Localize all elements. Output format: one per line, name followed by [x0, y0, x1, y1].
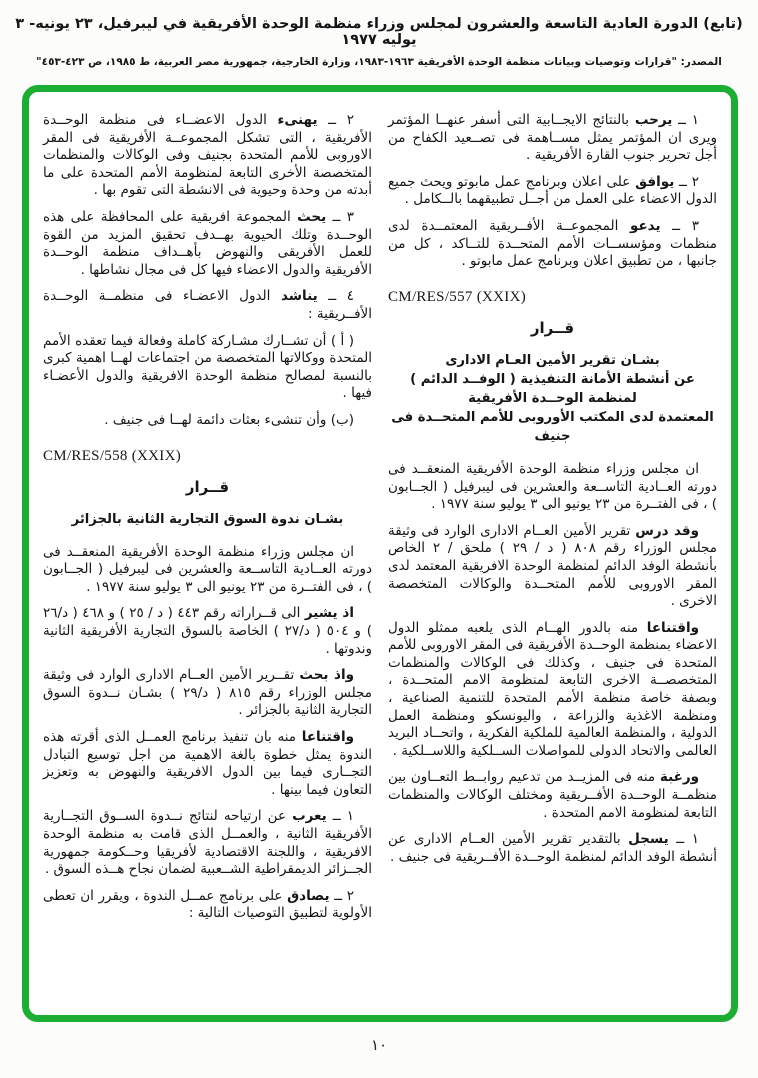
title-line-1: بشـان ندوة السوق التجارية الثانية بالجزائر: [71, 511, 344, 527]
two-column-layout: [43, 112, 717, 1015]
page-number: ١٠: [370, 1036, 388, 1054]
clause-text: وأن تنشىء بعثات دائمة لهــا فى جنيف .: [104, 411, 327, 428]
resolution-code-557: CM/RES/557 (XXIX): [388, 288, 527, 305]
clause-text: منه فى المزيــد من تدعيم روابــط التعــاون بين منظمــة الوحــدة الأفــريقية ومختلف الوكالات والمنظمات التابعة لمنظومة الامم المتحدة .: [388, 769, 717, 821]
subclause-a: [43, 333, 372, 403]
clause-text: بالنتائج الايجــابية التى أسفر عنهــا المؤتمر ويرى ان المؤتمر يمثل مســاهمة فى تصــعيد الكفاح من أجل تحرير جنوب القارة الأفريقية .: [388, 112, 717, 164]
clause-number: ٣ ــ: [660, 217, 699, 234]
resolution-title-557: [388, 351, 717, 446]
clause-number: ١ ــ: [672, 112, 699, 128]
decision-heading-558: قــرار: [185, 478, 230, 497]
preamble-studied: [388, 523, 717, 611]
column-right: [388, 112, 717, 1015]
clause-keyword: يصادق: [287, 887, 330, 904]
clause-keyword: يعرب: [292, 808, 327, 825]
clause-text: بالتقدير تقرير الأمين العــام الادارى عن أنشطة الوفد الدائم لمنظمة الوحــدة الأفــريقية فى جنيف .: [388, 831, 717, 865]
clause-keyword: واقتناعا: [301, 729, 354, 746]
clause-endorses: [43, 888, 372, 923]
subclause-b: [43, 412, 372, 430]
clause-text: المجموعة افريقية على المحافظة على هذه الوحــدة وتلك الحيوية بهــدف تحقيق المزيد من القوة للعمل الأفريقى والنهوض بأهــداف منظمة الوحــدة الأفريقية والدول الاعضاء فيها كل فى مجال نشاطها .: [43, 208, 372, 278]
title-line-4: المعتمدة لدى المكتب الأوروبى للأمم المتحــدة فى جنيف: [391, 409, 714, 444]
clause-text: الدول الاعضـاء فى منظمــة الوحــدة الأفــريقية :: [43, 288, 372, 322]
preamble-council: [388, 461, 717, 514]
clause-number: ٢ ــ: [317, 112, 354, 128]
source-citation: المصدر: "قرارات وتوصيات وبيانات منظمة الوحدة الأفريقية ١٩٦٣-١٩٨٣، وزارة الخارجية، جمهورية مصر العربية، ط ١٩٨٥، ص ٤٢٣-٤٥٣": [36, 56, 722, 68]
resolution-code-558: CM/RES/558 (XXIX): [43, 447, 182, 464]
clause-keyword: يوافق: [635, 173, 675, 190]
page-header: [8, 16, 750, 68]
clause-keyword: يرحب: [634, 112, 673, 128]
clause-keyword: يهنىء: [277, 112, 318, 128]
clause-keyword: ورغبة: [659, 769, 699, 786]
title-line-2: عن أنشطة الأمانة التنفيذية ( الوفــد الدائم ): [410, 371, 695, 387]
clause-invites: [388, 218, 717, 271]
clause-welcomes: [388, 112, 717, 165]
clause-text: الى قــراراته رقم ٤٤٣ ( د / ٢٥ ) و ٤٦٨ ( د/٢٦ ) و ٥٠٤ ( د/٢٧ ) الخاصة بالسوق التجارية الأفريقية الثانية وندوتها .: [43, 605, 372, 657]
clause-text: منه بان تنفيذ برنامج العمــل الذى أقرته هذه الندوة يمثل خطوة بالغة الاهمية من اجل توسيع التبادل التجــارى فيما بين الدول الافريقية والنهوض به وتعزيز التعاون فيما بينها .: [43, 729, 372, 798]
clause-number: (ب): [326, 411, 354, 428]
preamble-convinced: [43, 729, 372, 799]
clause-number: ( أ ): [326, 332, 354, 349]
clause-number: ٤ ــ: [317, 288, 355, 305]
clause-approves: [388, 174, 717, 209]
clause-expresses-satisfaction: [43, 808, 372, 878]
clause-keyword: يدعو: [629, 217, 661, 234]
clause-text: عن ارتياحه لنتائج نــدوة الســوق التجــارية الأفريقية الثانية ، والعمــل الذى قامت به منظمة الوحدة الافريقية ، واللجنة الاقتصادية لأفريقيا وحــكومة جمهورية الجــزائر الديمقراطية الشــعبية لضمان نجاح هــذه السوق .: [43, 808, 372, 878]
column-left: [43, 112, 372, 1015]
clause-text: تقــرير الأمين العــام الادارى الوارد فى وثيقة مجلس الوزراء رقم ٨١٥ ( د/٢٩ ) بشـان نــدوة السوق التجارية الثانية بالجزائر .: [43, 667, 373, 719]
resolutions-highlight-box: [22, 85, 738, 1022]
preamble-convinced: [388, 620, 717, 761]
clause-text: تقرير الأمين العــام الادارى الوارد فى وثيقة مجلس الوزراء رقم ٨٠٨ ( د / ٢٩ ) ملحق / ٢ الخاص بأنشطة الوفد الدائم لمنظمة الوحدة الافريقية المعتمد لدى المقر الاوروبى للأمم المتحــدة والوكالات المتخصصة الاخرى .: [388, 522, 717, 610]
clause-appeals: [43, 288, 372, 323]
clause-text: ان مجلس وزراء منظمة الوحدة الأفريقية المنعقــد فى دورته العــادية التاســعة والعشرين فى ليبرفيل ( الجــابون ) ، فى الفتــرة من ٢٣ يونيو الى ٣ يوليو سنة ١٩٧٧ .: [388, 460, 717, 513]
clause-keyword: واقتناعا: [646, 619, 699, 636]
clause-keyword: اذ يشير: [304, 605, 354, 622]
clause-number: ١ ــ: [326, 808, 354, 825]
clause-number: ٢ ــ: [674, 173, 699, 190]
preamble-recalling: [43, 605, 372, 658]
clause-urges: [43, 209, 372, 279]
clause-congratulates: [43, 112, 372, 200]
preamble-examined: [43, 667, 372, 720]
clause-text: منه بالدور الهــام الذى يلعبه ممثلو الدول الاعضاء بمنظمة الوحــدة الأفريقية فى المقر الاوروبى للأمم المتحدة فى جنيف ، وكذلك فى الوكالات والمنظمات المتخصصــة الاخرى التابعة لمنظومة الامم المتحــدة ، وبصفة خاصة منظمة الأمم المتحدة للتنمية الصناعية ، ومنظمة الاغذية والزراعة ، واليونسكو ومنظمة العمل الدولية ، والمنظمة العالمية للملكية الفكرية ، واتحــاد البريد العالمى والاتحاد الدولى للمواصلات الســلكية واللاســلكية .: [388, 619, 717, 759]
clause-takes-note: [388, 831, 717, 866]
clause-keyword: يسجل: [628, 831, 669, 848]
clause-text: ان مجلس وزراء منظمة الوحدة الأفريقية المنعقــد فى دورته العــادية التاســعة والعشرين فى ليبرفيل ( الجــابون ) ، فى الفتــرة من ٢٣ يونيو الى ٣ يوليو سنة ١٩٧٧ .: [43, 543, 372, 595]
title-line-3: لمنظمة الوحــدة الأفريقية: [468, 390, 637, 406]
session-title: (تابع) الدورة العادية التاسعة والعشرون لمجلس وزراء منظمة الوحدة الأفريقية في ليبرفيل، ٢٣ يونيه- ٣ يوليه ١٩٧٧: [15, 16, 743, 48]
resolution-title-558: [43, 510, 372, 529]
preamble-council: [43, 544, 372, 597]
clause-text: على برنامج عمــل الندوة ، ويقرر ان تعطى الأولوية لتطبيق التوصيات التالية :: [43, 887, 372, 922]
clause-keyword: يناشد: [280, 288, 318, 305]
clause-number: ١ ــ: [668, 831, 699, 848]
clause-keyword: يحث: [297, 208, 327, 225]
clause-number: ٢ ــ: [329, 887, 354, 904]
clause-text: على اعلان وبرنامج عمل مابوتو ويحث جميع الدول الاعضاء على العمل من أجــل تطبيقهما بالــكامل .: [388, 173, 717, 208]
clause-text: أن تشــارك مشـاركة كاملة وفعالة فيما تعقده الأمم المتحدة ووكالاتها المتخصصة من اجتماعات لهــا اهمية كبرى بالنسبة لمصالح منظمة الوحدة الافريقية والدول الأعضـاء فيها .: [43, 332, 372, 402]
clause-number: ٣ ــ: [326, 208, 354, 225]
clause-keyword: وقد درس: [635, 522, 699, 539]
clause-text: المجموعــة الأفــريقية المعتمــدة لدى منظمات ومؤسســات الأمم المتحــدة للتــاكد ، كل من جانبها ، من تطبيق اعلان وبرنامج عمل مابوتو .: [388, 217, 717, 270]
title-line-1: بشـان تقرير الأمين العـام الادارى: [445, 352, 660, 368]
decision-heading-557: قــرار: [530, 319, 575, 338]
clause-keyword: واذ بحث: [299, 667, 354, 684]
preamble-desiring: [388, 769, 717, 822]
clause-text: الدول الاعضــاء فى منظمة الوحــدة الأفريقية ، التى تشكل المجموعــة الأفريقية فى المقر الاوروبى للأمم المتحدة بجنيف وفى الوكالات والمنظمات المتخصصة الأخرى التابعة لمنظومة الأمم المتحدة على ما أبدته من وحدة وحيوية فى الانشطة التى تقوم بها .: [43, 112, 372, 199]
